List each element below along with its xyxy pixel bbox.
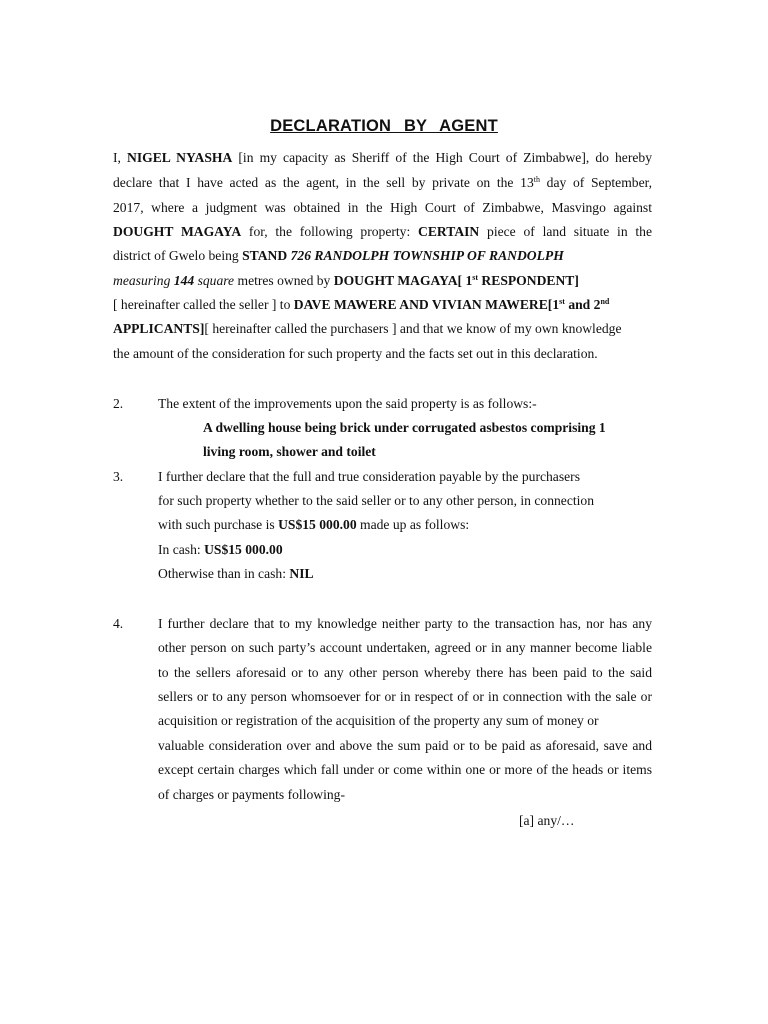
intro-line-4: DOUGHT MAGAYA for, the following property: CERTAIN piece of land situate in the bbox=[113, 224, 653, 239]
section-3-line-2: for such property whether to the said seller or to any other person, in connection bbox=[158, 493, 595, 508]
section-4-line: acquisition or registration of the acquisition of the property any sum of money or bbox=[158, 713, 599, 728]
sheriff-name: NIGEL NYASHA bbox=[127, 150, 233, 165]
intro-line-2: declare that I have acted as the agent, in the sell by private on the 13th day of September, bbox=[113, 175, 652, 190]
section-3-line-3: with such purchase is US$15 000.00 made up as follows: bbox=[158, 517, 470, 532]
intro-line-8: APPLICANTS][ hereinafter called the purchasers ] and that we know of my own knowledge bbox=[113, 321, 622, 336]
section-4-line: of charges or payments following- bbox=[158, 787, 345, 802]
purchasers-names: DAVE MAWERE AND VIVIAN MAWERE[1 bbox=[293, 297, 560, 312]
section-4-line: I further declare that to my knowledge neither party to the transaction has, nor has any bbox=[158, 616, 652, 631]
section-4-line: sellers or to any person whomsoever for or in respect of or in connection with the sale or bbox=[158, 689, 652, 704]
section-4-line: other person on such party’s account undertaken, agreed or in any manner become liable bbox=[158, 640, 652, 655]
other-than-cash-line: Otherwise than in cash: NIL bbox=[158, 566, 314, 581]
section-2-text: The extent of the improvements upon the said property is as follows:- bbox=[158, 396, 537, 411]
document-title: DECLARATION BY AGENT bbox=[270, 117, 498, 135]
stand-description: 726 RANDOLPH TOWNSHIP OF RANDOLPH bbox=[290, 248, 564, 263]
intro-line-9: the amount of the consideration for such property and the facts set out in this declaration. bbox=[113, 346, 598, 361]
respondent-name: DOUGHT MAGAYA bbox=[113, 224, 242, 239]
page-continuation: [a] any/… bbox=[519, 813, 575, 828]
intro-line-5: district of Gwelo being STAND 726 RANDOLPH TOWNSHIP OF RANDOLPH bbox=[113, 248, 564, 263]
section-4-line: valuable consideration over and above the sum paid or to be paid as aforesaid, save and bbox=[158, 738, 652, 753]
section-number: 3. bbox=[113, 469, 124, 484]
section-number: 2. bbox=[113, 396, 124, 411]
section-4-line: except certain charges which fall under or come within one or more of the heads or items bbox=[158, 762, 652, 777]
improvements-description: A dwelling house being brick under corrugated asbestos comprising 1 bbox=[203, 420, 606, 435]
section-3-line-1: I further declare that the full and true consideration payable by the purchasers bbox=[158, 469, 580, 484]
intro-line-7: [ hereinafter called the seller ] to DAVE MAWERE AND VIVIAN MAWERE[1st and 2nd bbox=[113, 297, 610, 312]
intro-line-3: 2017, where a judgment was obtained in the High Court of Zimbabwe, Masvingo against bbox=[113, 200, 652, 215]
consideration-amount: US$15 000.00 bbox=[278, 517, 357, 532]
section-4-line: to the sellers aforesaid or to any other person whereby there has been paid to the said bbox=[158, 665, 652, 680]
cash-line: In cash: US$15 000.00 bbox=[158, 542, 283, 557]
other-than-cash-value: NIL bbox=[289, 566, 314, 581]
cash-amount: US$15 000.00 bbox=[204, 542, 283, 557]
improvements-description-cont: living room, shower and toilet bbox=[203, 444, 376, 459]
intro-line-6: measuring 144 square metres owned by DOUGHT MAGAYA[ 1st RESPONDENT] bbox=[113, 273, 579, 288]
intro-line-1: I, NIGEL NYASHA [in my capacity as Sheriff of the High Court of Zimbabwe], do hereby bbox=[113, 150, 652, 165]
section-number: 4. bbox=[113, 616, 124, 631]
